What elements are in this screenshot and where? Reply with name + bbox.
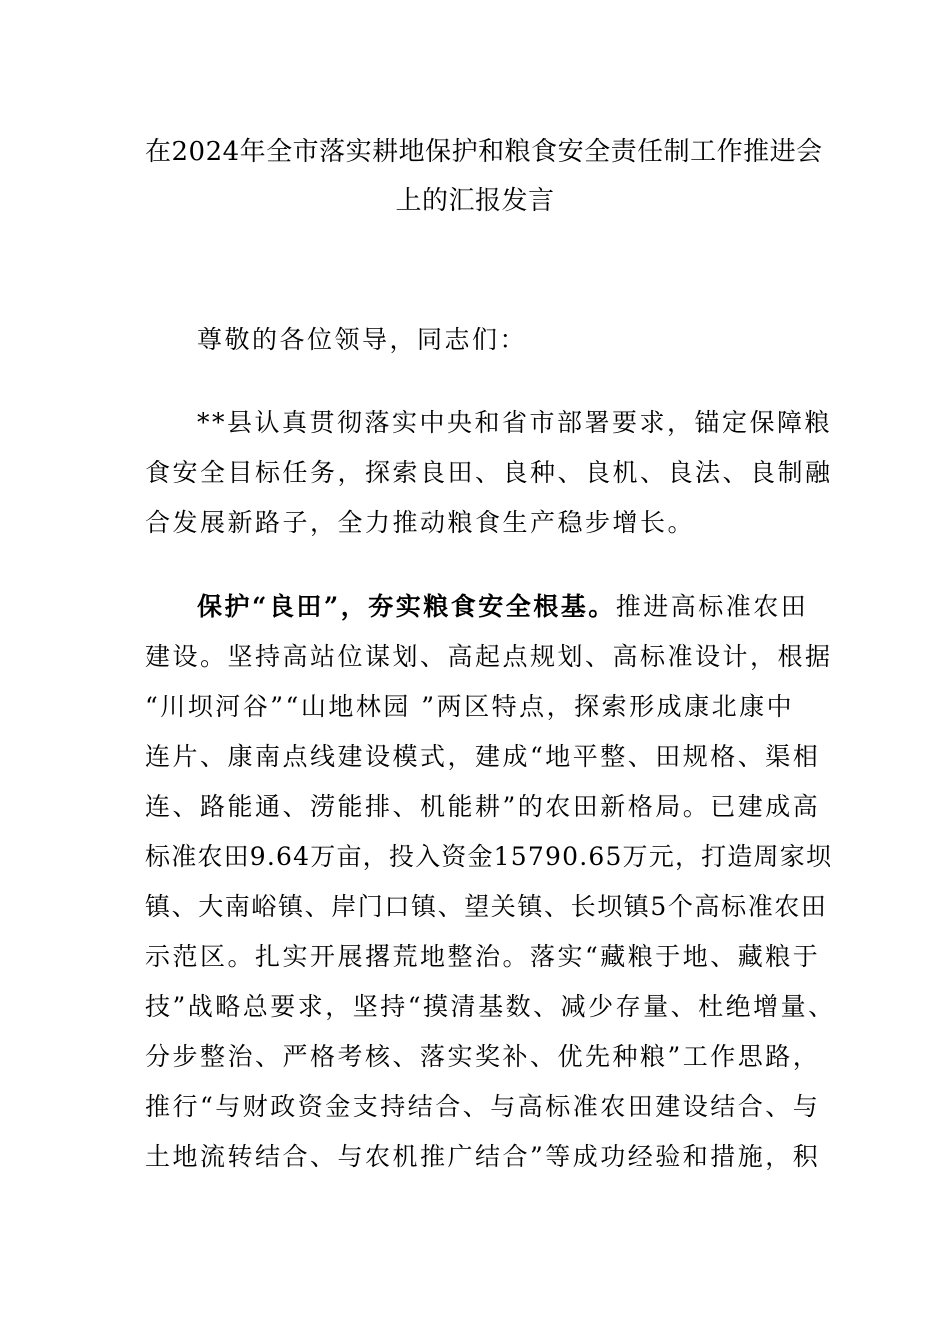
- title-line-1: 在2024年全市落实耕地保护和粮食安全责任制工作推进会: [145, 137, 823, 167]
- section1-first-line: [197, 592, 808, 622]
- section1-line: 建设。坚持高站位谋划、高起点规划、高标准设计，根据: [145, 642, 833, 671]
- section1-line: 标准农田9.64万亩，投入资金15790.65万元，打造周家坝: [145, 842, 833, 871]
- section1-line: 分步整治、严格考核、落实奖补、优先种粮”工作思路，: [145, 1042, 821, 1071]
- section1-line: 示范区。扎实开展撂荒地整治。落实“藏粮于地、藏粮于: [145, 942, 821, 971]
- section1-line: 连、路能通、涝能排、机能耕”的农田新格局。已建成高: [145, 792, 821, 821]
- intro-line-3: 合发展新路子，全力推动粮食生产稳步增长。: [145, 508, 696, 537]
- intro-line-1: **县认真贯彻落实中央和省市部署要求，锚定保障粮: [197, 408, 833, 437]
- section1-first-line-rest: 推进高标准农田: [615, 592, 809, 621]
- section1-line: 镇、大南峪镇、岸门口镇、望关镇、长坝镇5个高标准农田: [145, 892, 828, 921]
- section1-heading: 保护“良田”，夯实粮食安全根基。: [197, 592, 616, 621]
- title-line-2: 上的汇报发言: [395, 186, 555, 216]
- section1-line: 推行“与财政资金支持结合、与高标准农田建设结合、与: [145, 1092, 821, 1121]
- section1-line: 技”战略总要求，坚持“摸清基数、减少存量、杜绝增量、: [145, 992, 836, 1021]
- section1-line: 连片、康南点线建设模式，建成“地平整、田规格、渠相: [145, 742, 821, 771]
- document-title: [145, 128, 823, 226]
- intro-line-2: 食安全目标任务，探索良田、良种、良机、良法、良制融: [145, 458, 833, 487]
- salutation: 尊敬的各位领导，同志们：: [197, 325, 528, 354]
- section1-line: 土地流转结合、与农机推广结合”等成功经验和措施，积: [145, 1142, 821, 1171]
- section1-line: “川坝河谷”“山地林园 ”两区特点，探索形成康北康中: [145, 692, 795, 721]
